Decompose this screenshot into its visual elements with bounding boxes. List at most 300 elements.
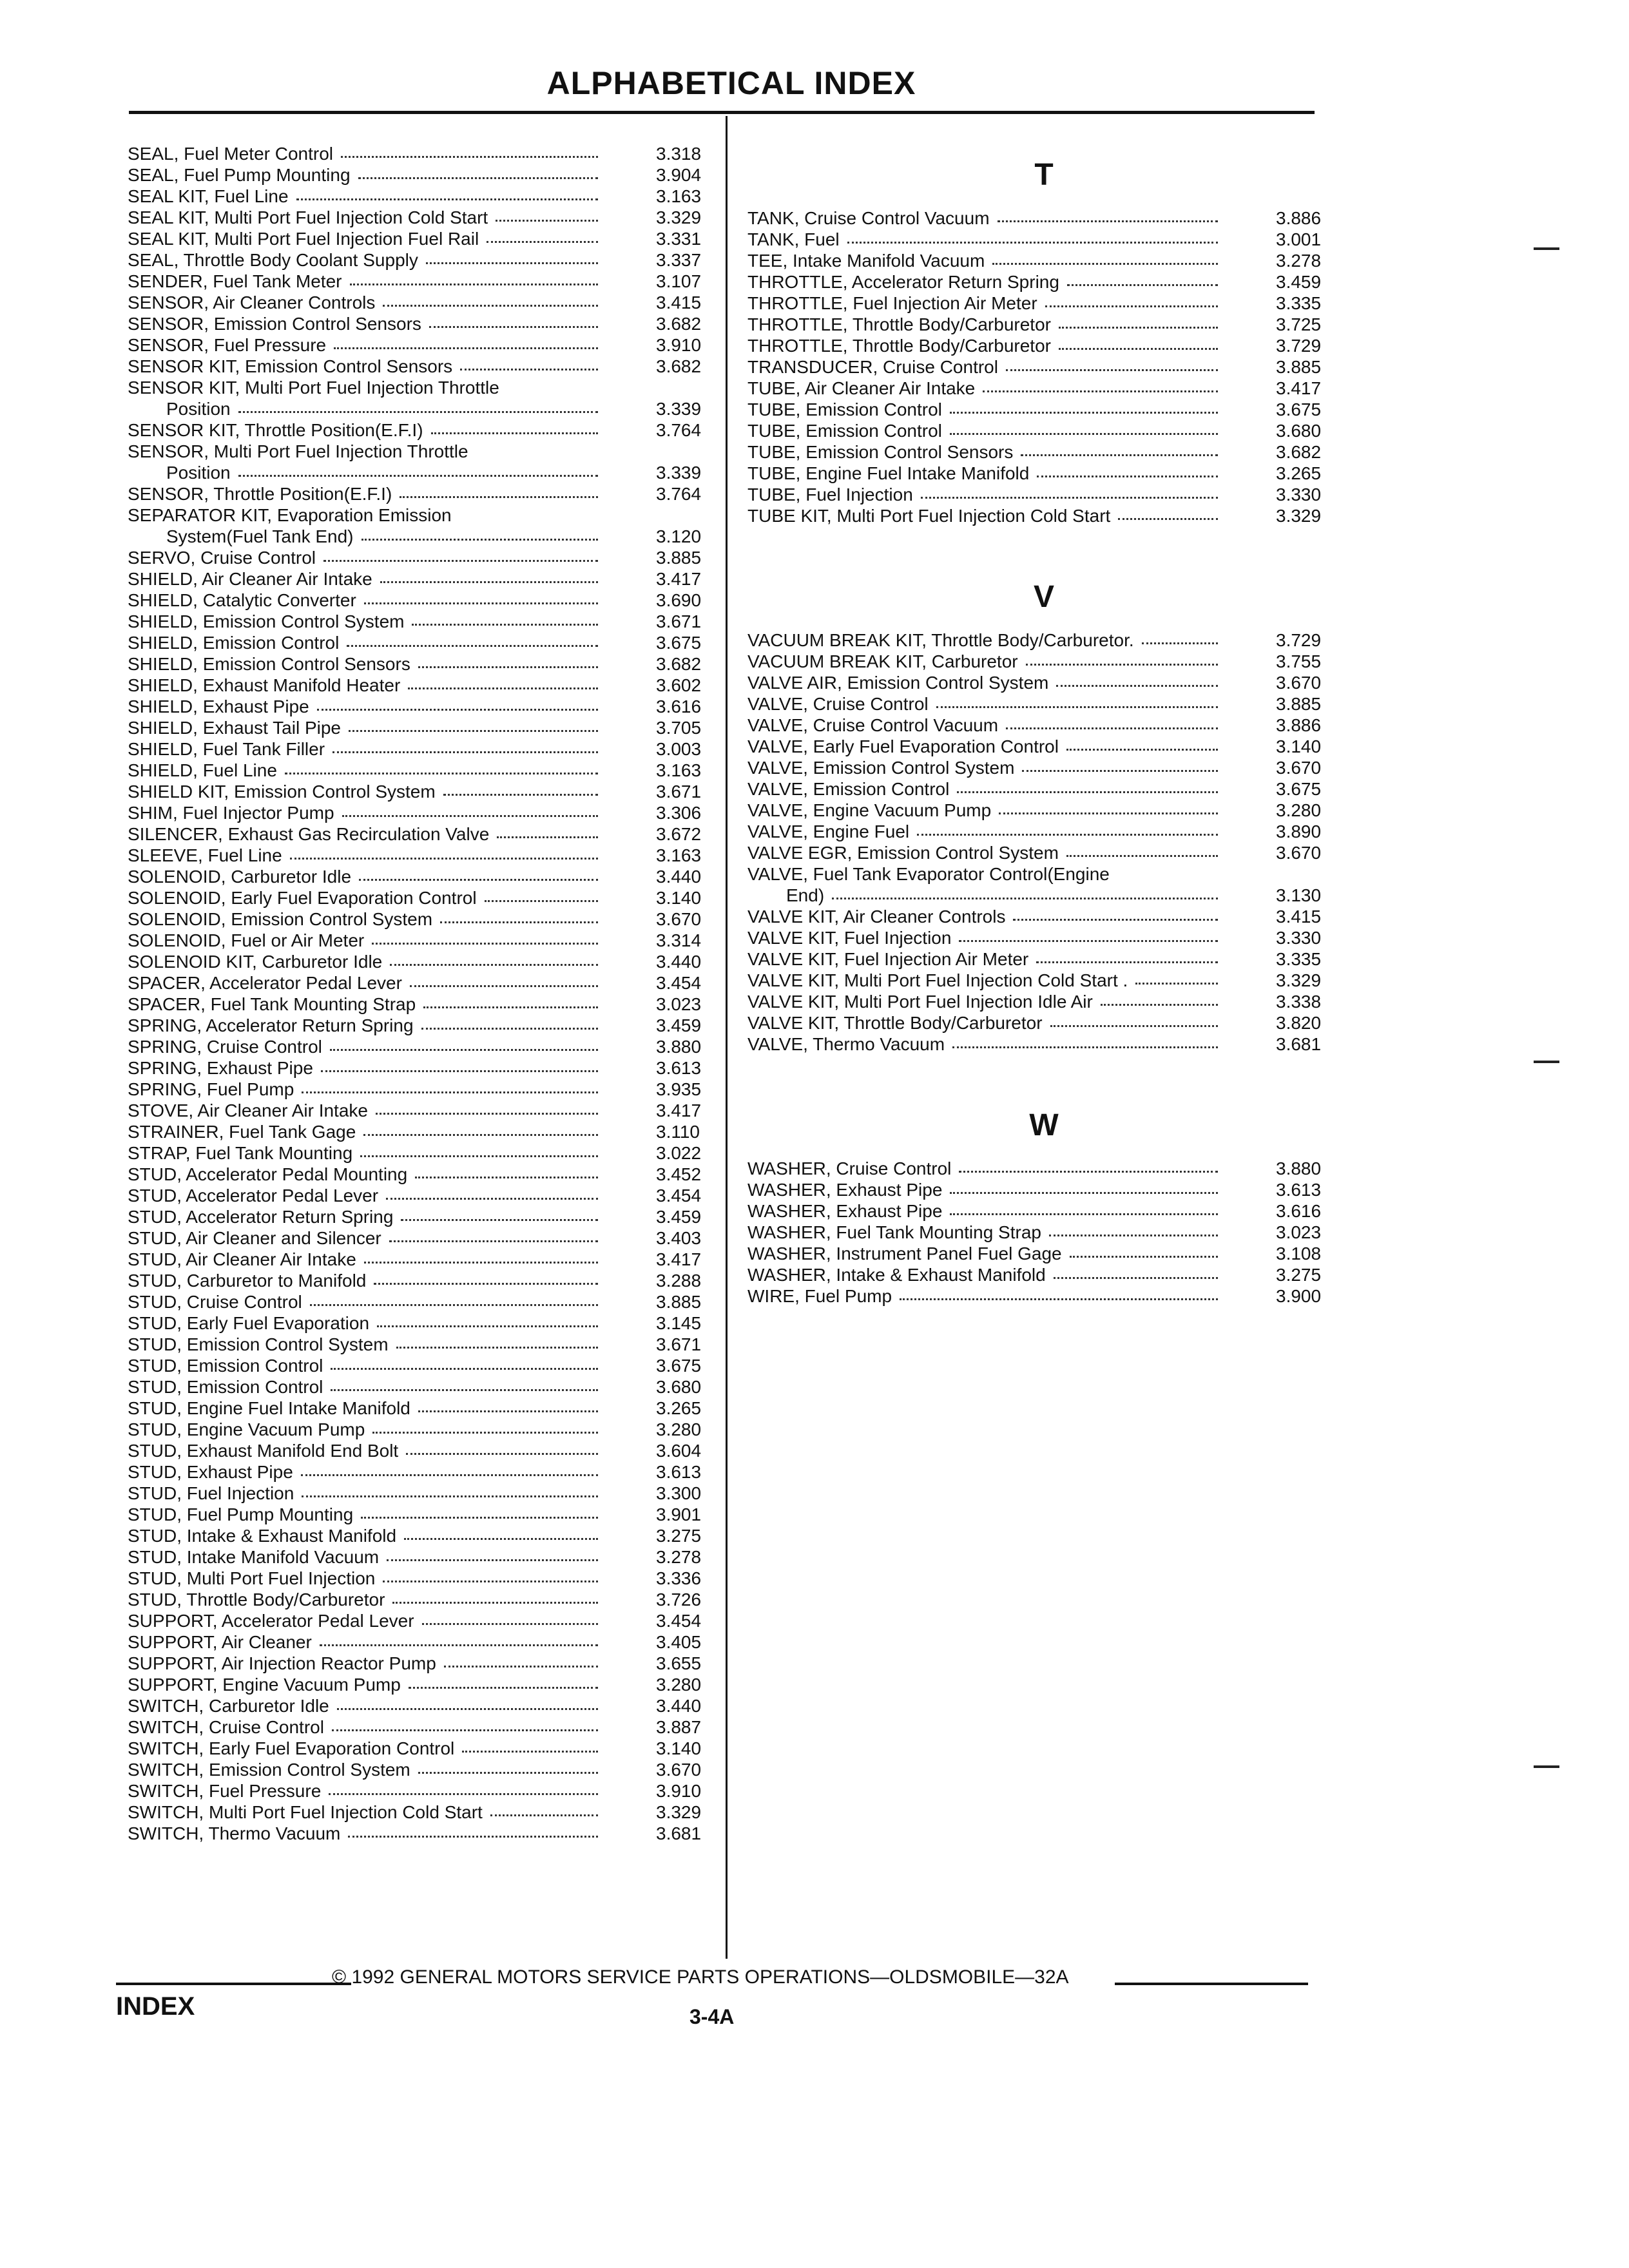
entry-page-ref: 3.329 (656, 1802, 702, 1822)
dot-leader (296, 198, 598, 200)
index-entry (128, 483, 720, 505)
entry-label: STUD, Cruise Control (128, 1292, 302, 1312)
index-entry (128, 271, 720, 292)
index-entry (128, 377, 720, 398)
index-entry (128, 505, 720, 526)
entry-label: VALVE, Emission Control (747, 779, 950, 799)
dot-leader (487, 241, 598, 243)
dot-leader (383, 1581, 598, 1582)
index-entry (747, 1179, 1340, 1200)
dot-leader (404, 1538, 598, 1540)
entry-label: SUPPORT, Air Cleaner (128, 1632, 312, 1652)
margin-mark (1534, 1061, 1559, 1063)
entry-label: TUBE, Fuel Injection (747, 485, 913, 505)
index-entry (128, 1312, 720, 1334)
dot-leader (1101, 1004, 1218, 1006)
index-entry (128, 590, 720, 611)
entry-page-ref: 3.454 (656, 1611, 702, 1631)
entry-label: VALVE, Cruise Control (747, 694, 929, 714)
entry-label: TANK, Cruise Control Vacuum (747, 208, 990, 228)
dot-leader (1006, 727, 1218, 729)
entry-label: TUBE, Air Cleaner Air Intake (747, 378, 976, 398)
index-entry (747, 885, 1340, 906)
entry-label: SPRING, Fuel Pump (128, 1079, 294, 1099)
dot-leader (348, 1836, 598, 1838)
dot-leader (400, 496, 598, 498)
index-entry (128, 1716, 720, 1738)
entry-page-ref: 3.275 (656, 1526, 702, 1546)
dot-leader (1049, 1235, 1218, 1236)
entry-label: VALVE, Cruise Control Vacuum (747, 715, 999, 735)
entry-label: SOLENOID, Fuel or Air Meter (128, 930, 365, 950)
entry-page-ref: 3.682 (656, 654, 702, 674)
dot-leader (959, 940, 1218, 942)
entry-label: Position (166, 399, 231, 419)
index-entry (747, 1158, 1340, 1179)
entry-label: TEE, Intake Manifold Vacuum (747, 251, 985, 271)
dot-leader (1045, 305, 1218, 307)
entry-page-ref: 3.330 (1276, 485, 1322, 505)
dot-leader (950, 433, 1218, 435)
index-entry (747, 1285, 1340, 1307)
index-entry (747, 757, 1340, 778)
entry-label: WASHER, Instrument Panel Fuel Gage (747, 1244, 1062, 1264)
entry-label: SWITCH, Early Fuel Evaporation Control (128, 1738, 455, 1758)
entry-label: STUD, Emission Control System (128, 1334, 389, 1354)
entry-page-ref: 3.023 (656, 994, 702, 1014)
index-entry (747, 505, 1340, 526)
entry-page-ref: 3.729 (1276, 336, 1322, 356)
dot-leader (998, 220, 1218, 222)
entry-label: SHIELD, Air Cleaner Air Intake (128, 569, 372, 589)
entry-page-ref: 3.681 (1276, 1034, 1322, 1054)
dot-leader (832, 898, 1218, 899)
entry-label: SENSOR KIT, Throttle Position(E.F.I) (128, 420, 423, 440)
entry-page-ref: 3.338 (1276, 992, 1322, 1012)
index-entry (128, 249, 720, 271)
dot-leader (412, 624, 598, 626)
entry-page-ref: 3.904 (656, 165, 702, 185)
entry-page-ref: 3.417 (656, 569, 702, 589)
entry-page-ref: 3.288 (656, 1271, 702, 1291)
entry-label: SHIM, Fuel Injector Pump (128, 803, 334, 823)
dot-leader (1006, 369, 1218, 371)
entry-label: SEAL KIT, Multi Port Fuel Injection Fuel Rail (128, 229, 479, 249)
entry-page-ref: 3.417 (656, 1100, 702, 1120)
entry-label: SPACER, Accelerator Pedal Lever (128, 973, 402, 993)
footer-rule-right (1115, 1983, 1308, 1985)
entry-page-ref: 3.671 (656, 1334, 702, 1354)
entry-label: SPRING, Exhaust Pipe (128, 1058, 313, 1078)
index-entry (747, 335, 1340, 356)
index-entry (128, 760, 720, 781)
entry-page-ref: 3.280 (656, 1419, 702, 1439)
entry-page-ref: 3.885 (656, 1292, 702, 1312)
entry-label: SHIELD, Exhaust Tail Pipe (128, 718, 341, 738)
entry-page-ref: 3.675 (1276, 399, 1322, 419)
entry-page-ref: 3.329 (1276, 970, 1322, 990)
entry-label: SWITCH, Fuel Pressure (128, 1781, 322, 1801)
entry-page-ref: 3.671 (656, 611, 702, 631)
entry-label: STUD, Carburetor to Manifold (128, 1271, 367, 1291)
entry-page-ref: 3.417 (656, 1249, 702, 1269)
index-entry (128, 951, 720, 972)
dot-leader (290, 858, 598, 860)
entry-page-ref: 3.910 (656, 335, 702, 355)
entry-label: VALVE KIT, Fuel Injection Air Meter (747, 949, 1029, 969)
margin-mark (1534, 1765, 1559, 1768)
dot-leader (360, 1155, 598, 1157)
dot-leader (443, 794, 598, 796)
dot-leader (386, 1198, 598, 1200)
index-entry (128, 1185, 720, 1206)
entry-label: SHIELD, Emission Control System (128, 611, 405, 631)
dot-leader (285, 773, 598, 774)
dot-leader (415, 1177, 598, 1178)
index-entry (747, 378, 1340, 399)
entry-page-ref: 3.890 (1276, 822, 1322, 841)
title-rule (129, 111, 1315, 114)
entry-page-ref: 3.680 (656, 1377, 702, 1397)
index-entry (747, 484, 1340, 505)
entry-label: TUBE, Engine Fuel Intake Manifold (747, 463, 1030, 483)
dot-leader (302, 1091, 598, 1093)
index-entry (747, 948, 1340, 970)
dot-leader (950, 412, 1218, 414)
entry-page-ref: 3.729 (1276, 630, 1322, 650)
dot-leader (374, 1283, 598, 1285)
index-entry (128, 1568, 720, 1589)
dot-leader (418, 1772, 598, 1774)
dot-leader (337, 1708, 598, 1710)
entry-page-ref: 3.107 (656, 271, 702, 291)
index-entry (128, 1504, 720, 1525)
entry-label: SENSOR, Emission Control Sensors (128, 314, 421, 334)
entry-label: STUD, Accelerator Pedal Lever (128, 1186, 379, 1206)
entry-page-ref: 3.675 (1276, 779, 1322, 799)
entry-page-ref: 3.140 (656, 888, 702, 908)
dot-leader (410, 985, 598, 987)
entry-page-ref: 3.682 (656, 314, 702, 334)
entry-label: SHIELD, Fuel Tank Filler (128, 739, 325, 759)
entry-label: THROTTLE, Accelerator Return Spring (747, 272, 1059, 292)
dot-leader (376, 1113, 598, 1115)
entry-label: SHIELD KIT, Emission Control System (128, 782, 436, 802)
entry-page-ref: 3.108 (1276, 1244, 1322, 1264)
entry-page-ref: 3.725 (1276, 314, 1322, 334)
entry-page-ref: 3.339 (656, 463, 702, 483)
dot-leader (238, 475, 598, 477)
dot-leader (347, 645, 598, 647)
dot-leader (372, 1432, 598, 1434)
index-entry (747, 629, 1340, 651)
index-entry (128, 696, 720, 717)
entry-page-ref: 3.682 (1276, 442, 1322, 462)
entry-page-ref: 3.335 (1276, 949, 1322, 969)
entry-label: SENDER, Fuel Tank Meter (128, 271, 342, 291)
index-entry (747, 821, 1340, 842)
index-entry (747, 970, 1340, 991)
dot-leader (422, 1623, 598, 1625)
entry-label: Position (166, 463, 231, 483)
entry-label: STUD, Intake & Exhaust Manifold (128, 1526, 397, 1546)
entry-label: STUD, Accelerator Return Spring (128, 1207, 394, 1227)
entry-label: STUD, Engine Fuel Intake Manifold (128, 1398, 410, 1418)
dot-leader (485, 900, 598, 902)
dot-leader (409, 1687, 598, 1689)
entry-label: SEAL, Fuel Pump Mounting (128, 165, 351, 185)
index-entry (128, 1376, 720, 1398)
entry-label: SUPPORT, Engine Vacuum Pump (128, 1675, 401, 1695)
entry-page-ref: 3.880 (656, 1037, 702, 1057)
dot-leader (462, 1751, 598, 1753)
dot-leader (358, 177, 598, 179)
dot-leader (999, 812, 1218, 814)
dot-leader (1142, 642, 1218, 644)
dot-leader (349, 730, 598, 732)
index-entry (747, 651, 1340, 672)
entry-label: STUD, Early Fuel Evaporation (128, 1313, 370, 1333)
dot-leader (350, 284, 598, 285)
index-entry (747, 207, 1340, 229)
entry-label: VALVE, Fuel Tank Evaporator Control(Engine (747, 864, 1110, 884)
entry-page-ref: 3.001 (1276, 229, 1322, 249)
index-entry (128, 1738, 720, 1759)
index-entry (128, 1780, 720, 1802)
entry-page-ref: 3.670 (1276, 758, 1322, 778)
dot-leader (331, 1389, 598, 1391)
index-entry (128, 1589, 720, 1610)
dot-leader (1050, 1025, 1218, 1027)
dot-leader (392, 1602, 598, 1604)
dot-leader (1066, 749, 1218, 751)
index-entry (128, 1674, 720, 1695)
dot-leader (444, 1666, 598, 1667)
entry-label: SUPPORT, Air Injection Reactor Pump (128, 1653, 436, 1673)
entry-page-ref: 3.887 (656, 1717, 702, 1737)
entry-page-ref: 3.935 (656, 1079, 702, 1099)
entry-page-ref: 3.003 (656, 739, 702, 759)
index-entry (128, 1334, 720, 1355)
entry-label: TUBE, Emission Control Sensors (747, 442, 1014, 462)
entry-page-ref: 3.318 (656, 144, 702, 164)
entry-label: SLEEVE, Fuel Line (128, 845, 282, 865)
entry-label: VALVE KIT, Multi Port Fuel Injection Cold Start . (747, 970, 1128, 990)
entry-label: SPRING, Accelerator Return Spring (128, 1015, 414, 1035)
dot-leader (900, 1298, 1218, 1300)
entry-page-ref: 3.454 (656, 1186, 702, 1206)
dot-leader (301, 1474, 598, 1476)
entry-label: SHIELD, Emission Control Sensors (128, 654, 410, 674)
entry-label: STUD, Engine Vacuum Pump (128, 1419, 365, 1439)
dot-leader (1054, 1277, 1218, 1279)
entry-label: SHIELD, Fuel Line (128, 760, 277, 780)
index-entry (128, 313, 720, 334)
entry-page-ref: 3.680 (1276, 421, 1322, 441)
dot-leader (321, 1070, 598, 1072)
entry-label: STUD, Exhaust Pipe (128, 1462, 293, 1482)
entry-label: TUBE, Emission Control (747, 421, 942, 441)
index-entry (128, 1802, 720, 1823)
entry-page-ref: 3.602 (656, 675, 702, 695)
index-entry (747, 1264, 1340, 1285)
index-entry (128, 823, 720, 845)
dot-leader (329, 1793, 598, 1795)
entry-page-ref: 3.886 (1276, 208, 1322, 228)
dot-leader (331, 1368, 598, 1370)
index-entry (128, 972, 720, 994)
entry-label: TUBE, Emission Control (747, 399, 942, 419)
index-entry (128, 866, 720, 887)
entry-label: SPRING, Cruise Control (128, 1037, 322, 1057)
section-letter-heading: V (1033, 580, 1054, 614)
index-entry (128, 1079, 720, 1100)
entry-page-ref: 3.604 (656, 1441, 702, 1461)
dot-leader (342, 815, 598, 817)
entry-page-ref: 3.901 (656, 1504, 702, 1524)
dot-leader (333, 751, 598, 753)
entry-label: SENSOR, Throttle Position(E.F.I) (128, 484, 392, 504)
index-entry (128, 1249, 720, 1270)
index-entry (747, 672, 1340, 693)
index-entry (128, 930, 720, 951)
entry-page-ref: 3.403 (656, 1228, 702, 1248)
entry-label: THROTTLE, Throttle Body/Carburetor (747, 336, 1051, 356)
entry-label: System(Fuel Tank End) (166, 526, 354, 546)
entry-label: THROTTLE, Throttle Body/Carburetor (747, 314, 1051, 334)
entry-label: SEAL KIT, Multi Port Fuel Injection Cold Start (128, 207, 488, 227)
index-entry (747, 250, 1340, 271)
entry-page-ref: 3.163 (656, 760, 702, 780)
entry-label: End) (786, 885, 825, 905)
entry-label: VALVE AIR, Emission Control System (747, 673, 1049, 693)
index-entry (128, 1142, 720, 1164)
footer-rule-left (116, 1983, 351, 1985)
dot-leader (496, 220, 598, 222)
dot-leader (431, 432, 598, 434)
entry-label: VALVE KIT, Fuel Injection (747, 928, 952, 948)
index-entry (747, 863, 1340, 885)
dot-leader (1026, 664, 1218, 666)
index-entry (128, 186, 720, 207)
entry-page-ref: 3.672 (656, 824, 702, 844)
entry-label: VALVE, Emission Control System (747, 758, 1015, 778)
index-entry (128, 1461, 720, 1483)
dot-leader (377, 1325, 598, 1327)
entry-page-ref: 3.454 (656, 973, 702, 993)
dot-leader (320, 1644, 598, 1646)
dot-leader (363, 1134, 598, 1136)
entry-page-ref: 3.671 (656, 782, 702, 802)
dot-leader (497, 836, 598, 838)
right-column (747, 143, 1340, 1345)
entry-label: STRAINER, Fuel Tank Gage (128, 1122, 356, 1142)
dot-leader (364, 602, 598, 604)
entry-label: STUD, Fuel Pump Mounting (128, 1504, 354, 1524)
index-entry (747, 229, 1340, 250)
entry-page-ref: 3.885 (1276, 694, 1322, 714)
dot-leader (238, 411, 598, 413)
index-entry (128, 568, 720, 590)
index-entry (128, 802, 720, 823)
entry-page-ref: 3.023 (1276, 1222, 1322, 1242)
section-letter-heading: W (1029, 1108, 1059, 1142)
entry-label: STUD, Air Cleaner and Silencer (128, 1228, 381, 1248)
index-entry (128, 164, 720, 186)
index-entry (128, 1653, 720, 1674)
entry-page-ref: 3.140 (656, 1738, 702, 1758)
index-entry (128, 1398, 720, 1419)
entry-page-ref: 3.459 (656, 1207, 702, 1227)
dot-leader (1037, 476, 1218, 477)
entry-label: SEAL, Fuel Meter Control (128, 144, 334, 164)
dot-leader (359, 879, 598, 881)
entry-label: STUD, Throttle Body/Carburetor (128, 1590, 385, 1610)
entry-page-ref: 3.417 (1276, 378, 1322, 398)
index-entry (128, 1355, 720, 1376)
index-entry (128, 717, 720, 738)
dot-leader (396, 1347, 598, 1349)
dot-leader (847, 242, 1218, 244)
dot-leader (302, 1495, 598, 1497)
dot-leader (959, 1171, 1218, 1173)
dot-leader (1118, 518, 1218, 520)
entry-page-ref: 3.306 (656, 803, 702, 823)
dot-leader (1056, 685, 1218, 687)
index-entry (747, 356, 1340, 378)
entry-page-ref: 3.163 (656, 845, 702, 865)
dot-leader (310, 1304, 598, 1306)
entry-label: WASHER, Fuel Tank Mounting Strap (747, 1222, 1041, 1242)
index-entry (747, 715, 1340, 736)
entry-page-ref: 3.880 (1276, 1158, 1322, 1178)
entry-page-ref: 3.670 (1276, 673, 1322, 693)
index-entry (747, 420, 1340, 441)
entry-label: SOLENOID KIT, Carburetor Idle (128, 952, 383, 972)
entry-page-ref: 3.616 (656, 697, 702, 716)
entry-label: SERVO, Cruise Control (128, 548, 316, 568)
entry-page-ref: 3.300 (656, 1483, 702, 1503)
entry-label: SENSOR KIT, Emission Control Sensors (128, 356, 453, 376)
dot-leader (364, 1262, 598, 1264)
dot-leader (1059, 348, 1218, 350)
index-entry (128, 1695, 720, 1716)
entry-label: STOVE, Air Cleaner Air Intake (128, 1100, 368, 1120)
index-entry (128, 675, 720, 696)
entry-label: WIRE, Fuel Pump (747, 1286, 892, 1306)
index-entry (128, 887, 720, 908)
dot-leader (418, 1410, 598, 1412)
entry-page-ref: 3.336 (656, 1568, 702, 1588)
entry-page-ref: 3.613 (1276, 1180, 1322, 1200)
dot-leader (1022, 770, 1218, 772)
index-entry (128, 1525, 720, 1546)
entry-label: SHIELD, Emission Control (128, 633, 340, 653)
entry-label: SWITCH, Cruise Control (128, 1717, 324, 1737)
entry-page-ref: 3.459 (656, 1015, 702, 1035)
entry-page-ref: 3.280 (1276, 800, 1322, 820)
dot-leader (361, 1517, 598, 1519)
dot-leader (426, 262, 598, 264)
entry-page-ref: 3.613 (656, 1462, 702, 1482)
entry-page-ref: 3.337 (656, 250, 702, 270)
dot-leader (429, 326, 598, 328)
entry-page-ref: 3.120 (656, 526, 702, 546)
index-entry (747, 906, 1340, 927)
dot-leader (383, 305, 598, 307)
entry-label: STRAP, Fuel Tank Mounting (128, 1143, 353, 1163)
dot-leader (408, 687, 598, 689)
